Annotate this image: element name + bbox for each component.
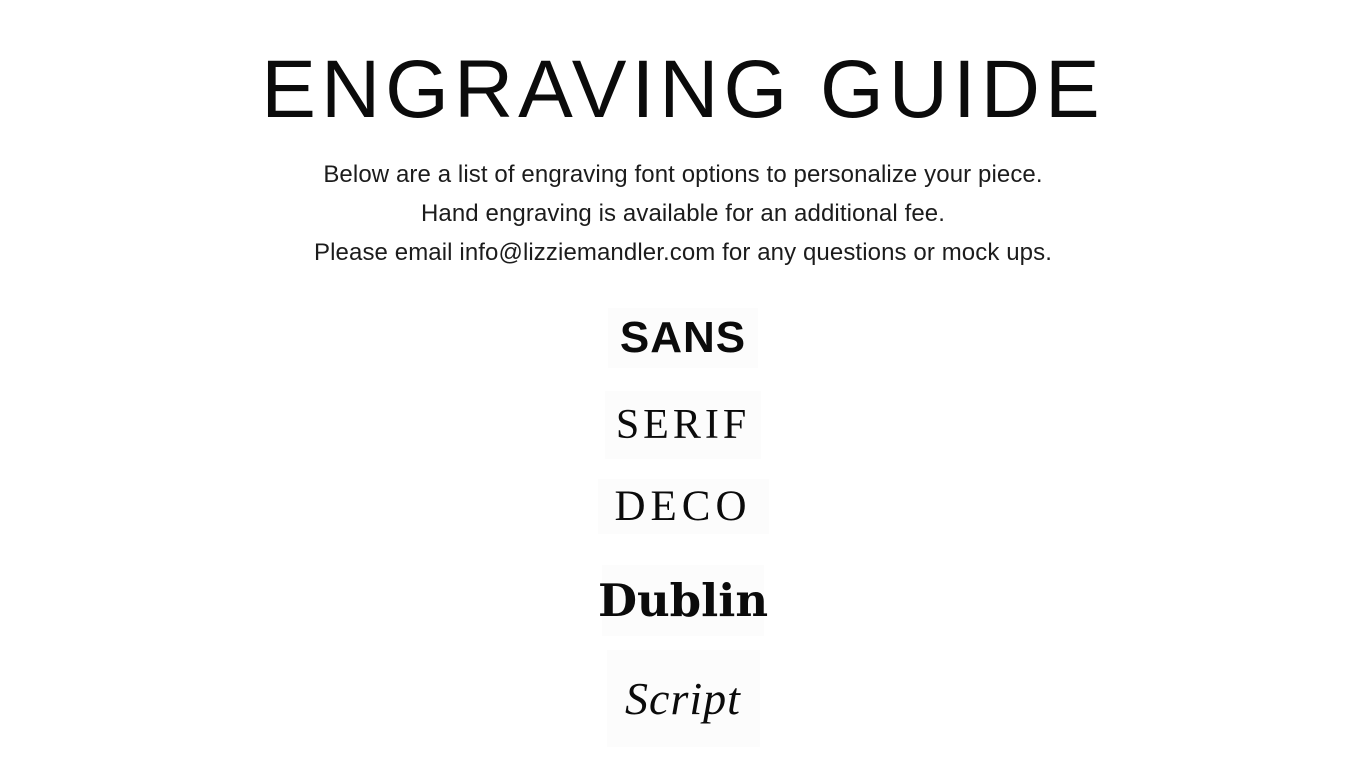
font-sample-label: SANS	[619, 312, 747, 362]
font-sample-deco	[598, 479, 769, 534]
font-sample-label: SERIF	[615, 401, 751, 448]
font-sample-dublin	[597, 565, 769, 636]
font-sample-list	[598, 308, 769, 747]
intro-text	[314, 155, 1052, 272]
font-sample-serif	[605, 391, 761, 459]
font-sample-label: Dublin	[597, 573, 769, 627]
font-sample-sans	[608, 308, 758, 368]
font-sample-label: Script	[625, 672, 741, 724]
intro-line-1: Below are a list of engraving font options to personalize your piece.	[323, 160, 1043, 188]
page-title: ENGRAVING GUIDE	[261, 44, 1105, 135]
intro-line-3: Please email info@lizziemandler.com for any questions or mock ups.	[314, 238, 1052, 266]
intro-line-2: Hand engraving is available for an additional fee.	[420, 199, 945, 227]
font-sample-script	[607, 650, 760, 747]
font-sample-label: DECO	[614, 482, 752, 530]
